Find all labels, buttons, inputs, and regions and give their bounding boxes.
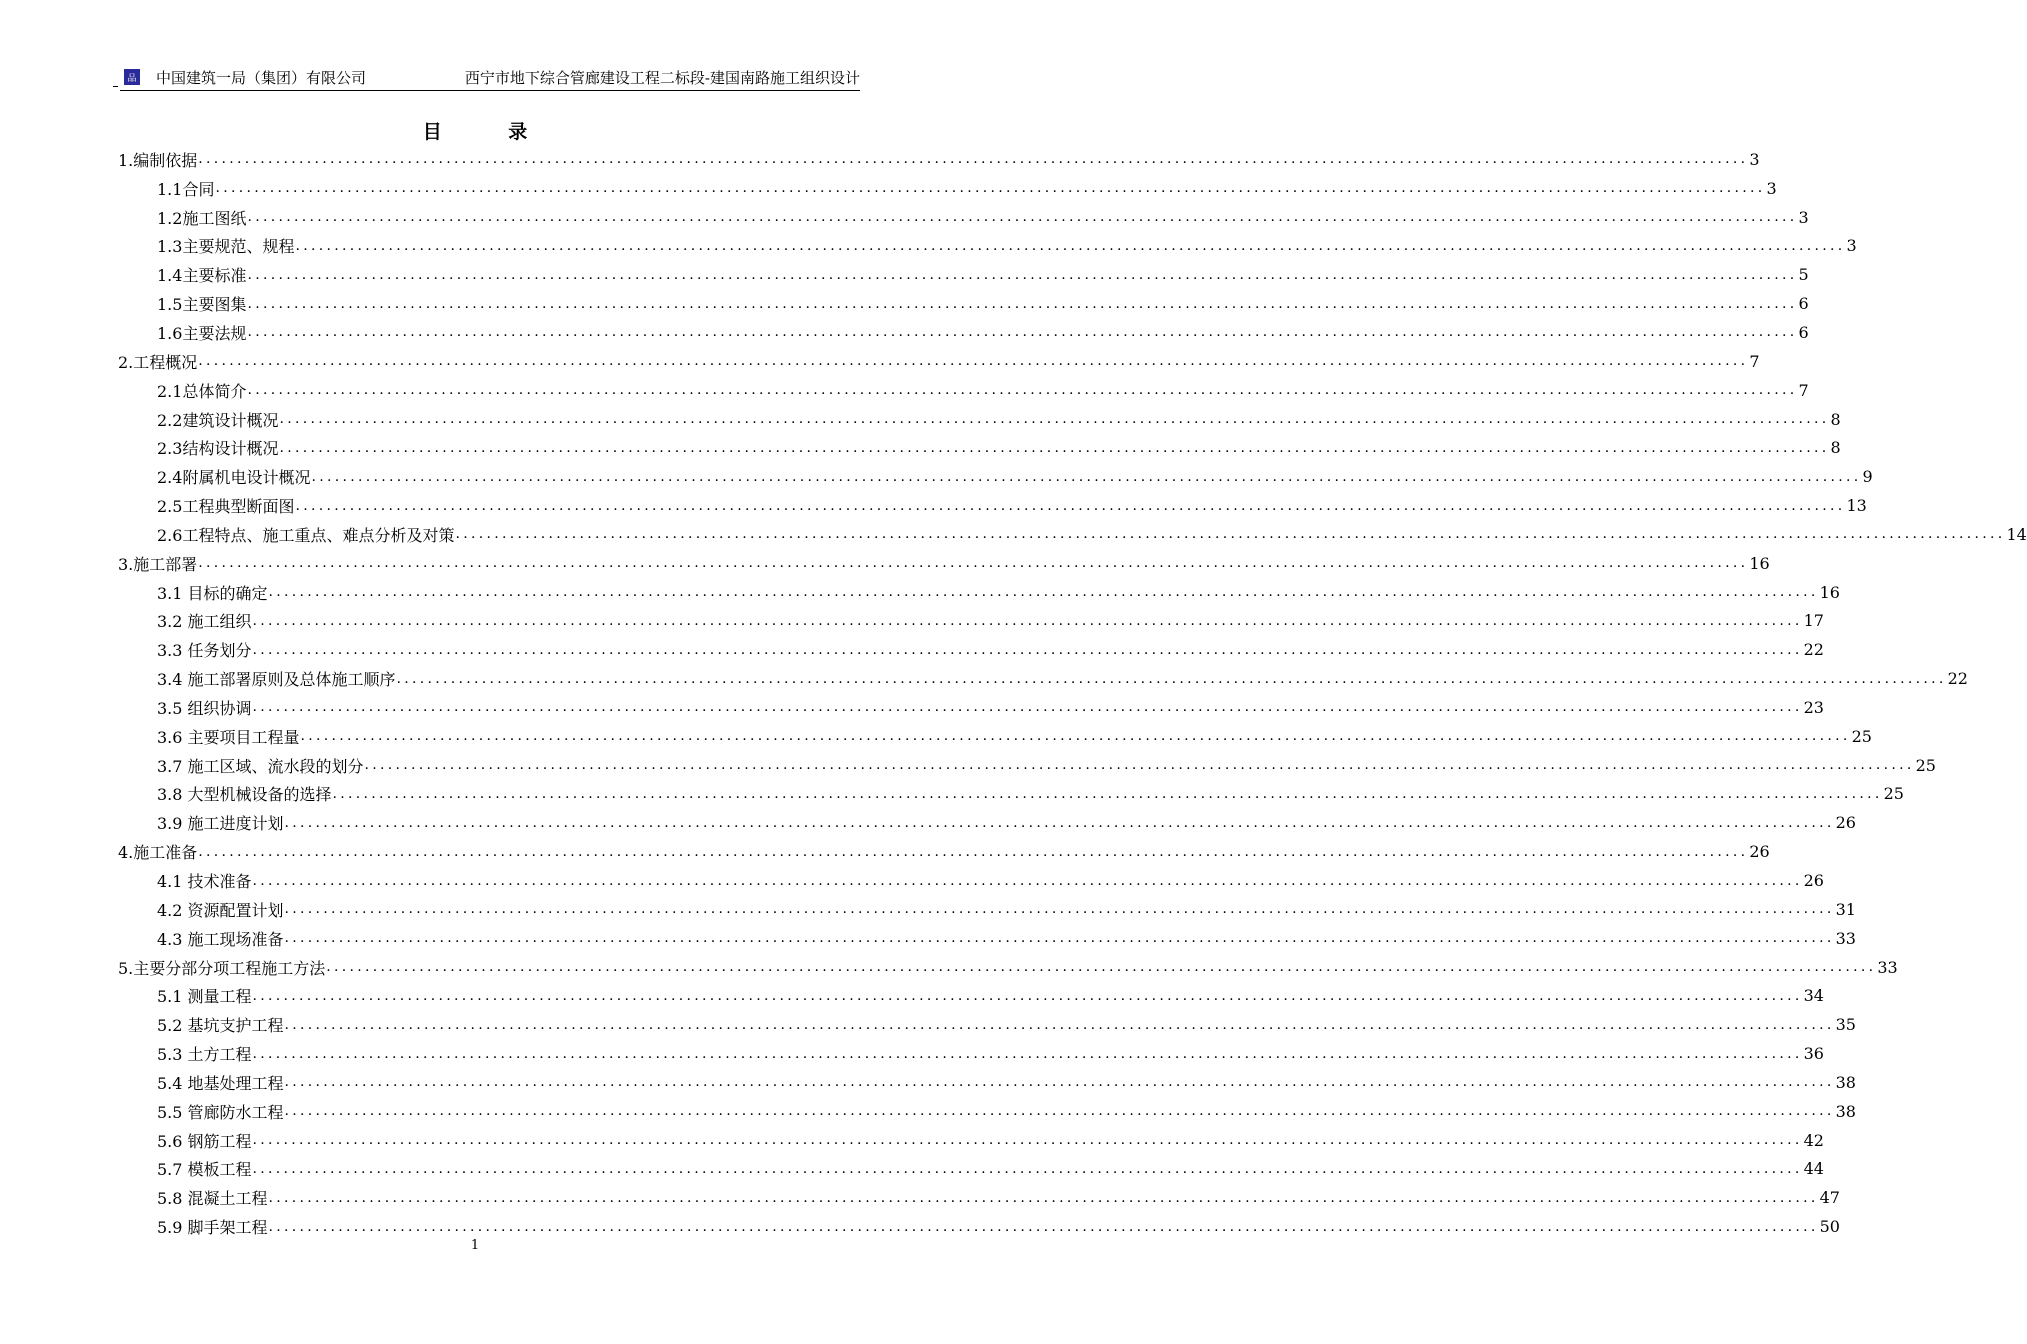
toc-entry-page: 26	[1803, 871, 1824, 891]
toc-entry-label: 2.2建筑设计概况	[157, 408, 279, 431]
toc-entry-label: 5.9 脚手架工程	[157, 1215, 269, 1238]
toc-entry[interactable]	[118, 837, 1770, 866]
toc-leader-dots: ........................................................................................................................................................................................................	[252, 1160, 1803, 1177]
toc-leader-dots: ........................................................................................................................................................................................................	[284, 901, 1835, 918]
toc-entry-page: 26	[1749, 842, 1770, 862]
toc-entry[interactable]	[118, 808, 1856, 837]
toc-leader-dots: ........................................................................................................................................................................................................	[295, 237, 1846, 254]
toc-entry-page: 47	[1819, 1188, 1840, 1208]
toc-entry-label: 5.1 测量工程	[157, 984, 253, 1007]
page-number: 1	[470, 1238, 480, 1253]
toc-leader-dots: ........................................................................................................................................................................................................	[284, 930, 1835, 947]
toc-entry-page: 31	[1835, 899, 1856, 919]
toc-entry[interactable]	[118, 1155, 1824, 1184]
toc-leader-dots: ........................................................................................................................................................................................................	[247, 266, 1798, 283]
toc-entry-label: 2.6工程特点、施工重点、难点分析及对策	[157, 523, 455, 546]
toc-entry-page: 34	[1803, 986, 1824, 1006]
toc-entry-page: 36	[1803, 1044, 1824, 1064]
toc-entry-page: 16	[1749, 553, 1770, 573]
toc-entry-label: 3.2 施工组织	[157, 609, 253, 632]
toc-entry-page: 22	[1947, 669, 1968, 689]
toc-leader-dots: ........................................................................................................................................................................................................	[247, 324, 1798, 341]
toc-entry[interactable]	[118, 953, 1898, 982]
toc-entry[interactable]	[118, 347, 1760, 376]
toc-entry-label: 1.4主要标准	[157, 263, 247, 286]
toc-entry-label: 3.1 目标的确定	[157, 581, 269, 604]
toc-entry-page: 14	[2006, 524, 2027, 544]
toc-leader-dots: ........................................................................................................................................................................................................	[268, 584, 1819, 601]
table-of-contents	[118, 145, 2027, 1241]
toc-entry[interactable]	[118, 549, 1770, 578]
toc-entry-page: 23	[1803, 697, 1824, 717]
toc-entry-page: 17	[1803, 611, 1824, 631]
toc-entry[interactable]	[118, 318, 1809, 347]
toc-entry-label: 3.8 大型机械设备的选择	[157, 782, 333, 805]
toc-entry[interactable]	[118, 722, 1872, 751]
toc-entry-page: 38	[1835, 1072, 1856, 1092]
toc-entry-page: 13	[1846, 496, 1867, 516]
toc-entry-label: 5.4 地基处理工程	[157, 1071, 285, 1094]
toc-entry-page: 8	[1830, 409, 1841, 429]
toc-entry[interactable]	[118, 405, 1841, 434]
toc-entry-label: 4.1 技术准备	[157, 869, 253, 892]
toc-leader-dots: ........................................................................................................................................................................................................	[198, 151, 1749, 168]
toc-entry[interactable]	[118, 751, 1936, 780]
toc-entry-page: 25	[1915, 755, 1936, 775]
toc-entry-label: 2.3结构设计概况	[157, 436, 279, 459]
toc-entry[interactable]	[118, 1212, 1840, 1241]
toc-leader-dots: ........................................................................................................................................................................................................	[268, 1189, 1819, 1206]
toc-leader-dots: ........................................................................................................................................................................................................	[252, 1045, 1803, 1062]
toc-leader-dots: ........................................................................................................................................................................................................	[252, 641, 1803, 658]
toc-entry-page: 3	[1846, 236, 1857, 256]
company-logo-icon: 品	[124, 69, 140, 85]
toc-entry-label: 5.7 模板工程	[157, 1157, 253, 1180]
toc-leader-dots: ........................................................................................................................................................................................................	[252, 872, 1803, 889]
toc-entry-page: 5	[1798, 265, 1809, 285]
toc-title: 目 录	[422, 121, 528, 143]
toc-entry[interactable]	[118, 664, 1968, 693]
toc-leader-dots: ........................................................................................................................................................................................................	[198, 555, 1749, 572]
toc-leader-dots: ........................................................................................................................................................................................................	[268, 1218, 1819, 1235]
toc-leader-dots: ........................................................................................................................................................................................................	[284, 1016, 1835, 1033]
toc-entry-page: 3	[1766, 178, 1777, 198]
toc-entry[interactable]	[118, 462, 1873, 491]
header-company: 中国建筑一局（集团）有限公司	[156, 68, 367, 87]
toc-leader-dots: ........................................................................................................................................................................................................	[284, 814, 1835, 831]
toc-leader-dots: ........................................................................................................................................................................................................	[247, 209, 1798, 226]
toc-leader-dots: ........................................................................................................................................................................................................	[455, 526, 2006, 543]
toc-entry[interactable]	[118, 895, 1856, 924]
toc-entry[interactable]	[118, 232, 1857, 261]
toc-entry-label: 3.3 任务划分	[157, 638, 253, 661]
toc-entry-label: 5.2 基坑支护工程	[157, 1013, 285, 1036]
toc-leader-dots: ........................................................................................................................................................................................................	[284, 1103, 1835, 1120]
toc-entry-page: 25	[1883, 784, 1904, 804]
toc-entry-label: 1.2施工图纸	[157, 206, 247, 229]
toc-leader-dots: ........................................................................................................................................................................................................	[252, 987, 1803, 1004]
toc-leader-dots: ........................................................................................................................................................................................................	[252, 1132, 1803, 1149]
toc-leader-dots: ........................................................................................................................................................................................................	[279, 439, 1830, 456]
toc-entry[interactable]	[118, 1068, 1856, 1097]
toc-entry-label: 4.3 施工现场准备	[157, 927, 285, 950]
toc-entry[interactable]	[118, 635, 1824, 664]
toc-leader-dots: ........................................................................................................................................................................................................	[252, 699, 1803, 716]
toc-leader-dots: ........................................................................................................................................................................................................	[311, 468, 1862, 485]
toc-entry[interactable]	[118, 866, 1824, 895]
toc-entry-label: 2.5工程典型断面图	[157, 494, 295, 517]
toc-entry-label: 1.6主要法规	[157, 321, 247, 344]
toc-entry-page: 35	[1835, 1015, 1856, 1035]
toc-entry-page: 3	[1798, 207, 1809, 227]
toc-entry-page: 7	[1798, 380, 1809, 400]
toc-leader-dots: ........................................................................................................................................................................................................	[247, 382, 1798, 399]
toc-leader-dots: ........................................................................................................................................................................................................	[295, 497, 1846, 514]
toc-entry[interactable]	[118, 174, 1777, 203]
toc-entry-label: 3.施工部署	[118, 552, 198, 575]
toc-entry-label: 1.5主要图集	[157, 292, 247, 315]
toc-entry-label: 3.7 施工区域、流水段的划分	[157, 754, 365, 777]
margin-mark	[113, 86, 118, 87]
toc-entry[interactable]	[118, 491, 1867, 520]
toc-entry-page: 6	[1798, 322, 1809, 342]
toc-entry-label: 1.编制依据	[118, 148, 198, 171]
toc-leader-dots: ........................................................................................................................................................................................................	[198, 843, 1749, 860]
toc-entry-page: 25	[1851, 726, 1872, 746]
header-project: 西宁市地下综合管廊建设工程二标段-建国南路施工组织设计	[464, 68, 860, 87]
toc-entry-label: 5.5 管廊防水工程	[157, 1100, 285, 1123]
toc-entry[interactable]	[118, 607, 1824, 636]
toc-entry-page: 26	[1835, 813, 1856, 833]
toc-entry[interactable]	[118, 1097, 1856, 1126]
toc-leader-dots: ........................................................................................................................................................................................................	[396, 670, 1947, 687]
toc-leader-dots: ........................................................................................................................................................................................................	[252, 612, 1803, 629]
toc-entry[interactable]	[118, 780, 1904, 809]
toc-leader-dots: ........................................................................................................................................................................................................	[284, 1074, 1835, 1091]
toc-entry[interactable]	[118, 260, 1809, 289]
toc-entry-label: 2.4附属机电设计概况	[157, 465, 311, 488]
toc-entry-label: 4.2 资源配置计划	[157, 898, 285, 921]
toc-entry[interactable]	[118, 376, 1809, 405]
toc-entry-label: 5.3 土方工程	[157, 1042, 253, 1065]
toc-entry-label: 5.8 混凝土工程	[157, 1186, 269, 1209]
toc-entry-label: 4.施工准备	[118, 840, 198, 863]
toc-entry[interactable]	[118, 981, 1824, 1010]
toc-entry[interactable]	[118, 693, 1824, 722]
toc-entry-page: 3	[1749, 149, 1760, 169]
toc-entry-page: 6	[1798, 294, 1809, 314]
toc-entry-page: 44	[1803, 1159, 1824, 1179]
toc-entry-label: 1.3主要规范、规程	[157, 234, 295, 257]
toc-entry-page: 7	[1749, 351, 1760, 371]
toc-entry[interactable]	[118, 1010, 1856, 1039]
toc-entry[interactable]	[118, 289, 1809, 318]
toc-leader-dots: ........................................................................................................................................................................................................	[300, 728, 1851, 745]
toc-entry-page: 42	[1803, 1130, 1824, 1150]
toc-entry-page: 38	[1835, 1101, 1856, 1121]
toc-entry-label: 3.5 组织协调	[157, 696, 253, 719]
toc-entry-label: 3.4 施工部署原则及总体施工顺序	[157, 667, 397, 690]
toc-entry-label: 2.工程概况	[118, 350, 198, 373]
toc-entry[interactable]	[118, 433, 1841, 462]
toc-entry-label: 1.1合同	[157, 177, 215, 200]
page-header	[120, 64, 860, 91]
toc-entry-page: 9	[1862, 467, 1873, 487]
toc-entry[interactable]	[118, 520, 2027, 549]
toc-entry-label: 3.9 施工进度计划	[157, 811, 285, 834]
toc-entry-label: 2.1总体简介	[157, 379, 247, 402]
toc-entry[interactable]	[118, 203, 1809, 232]
toc-leader-dots: ........................................................................................................................................................................................................	[279, 411, 1830, 428]
toc-entry-label: 5.主要分部分项工程施工方法	[118, 956, 326, 979]
toc-entry-page: 50	[1819, 1217, 1840, 1237]
toc-entry[interactable]	[118, 145, 1760, 174]
toc-entry-label: 5.6 钢筋工程	[157, 1129, 253, 1152]
toc-leader-dots: ........................................................................................................................................................................................................	[198, 353, 1749, 370]
toc-entry-page: 8	[1830, 438, 1841, 458]
toc-entry-page: 33	[1835, 928, 1856, 948]
toc-leader-dots: ........................................................................................................................................................................................................	[364, 757, 1915, 774]
toc-entry-page: 22	[1803, 640, 1824, 660]
toc-entry[interactable]	[118, 1126, 1824, 1155]
toc-leader-dots: ........................................................................................................................................................................................................	[332, 785, 1883, 802]
toc-leader-dots: ........................................................................................................................................................................................................	[326, 959, 1877, 976]
toc-entry-label: 3.6 主要项目工程量	[157, 725, 301, 748]
toc-entry[interactable]	[118, 578, 1840, 607]
toc-entry-page: 33	[1877, 957, 1898, 977]
toc-leader-dots: ........................................................................................................................................................................................................	[247, 295, 1798, 312]
toc-entry[interactable]	[118, 1039, 1824, 1068]
toc-entry[interactable]	[118, 1183, 1840, 1212]
toc-entry[interactable]	[118, 924, 1856, 953]
toc-leader-dots: ........................................................................................................................................................................................................	[215, 180, 1766, 197]
toc-entry-page: 16	[1819, 582, 1840, 602]
